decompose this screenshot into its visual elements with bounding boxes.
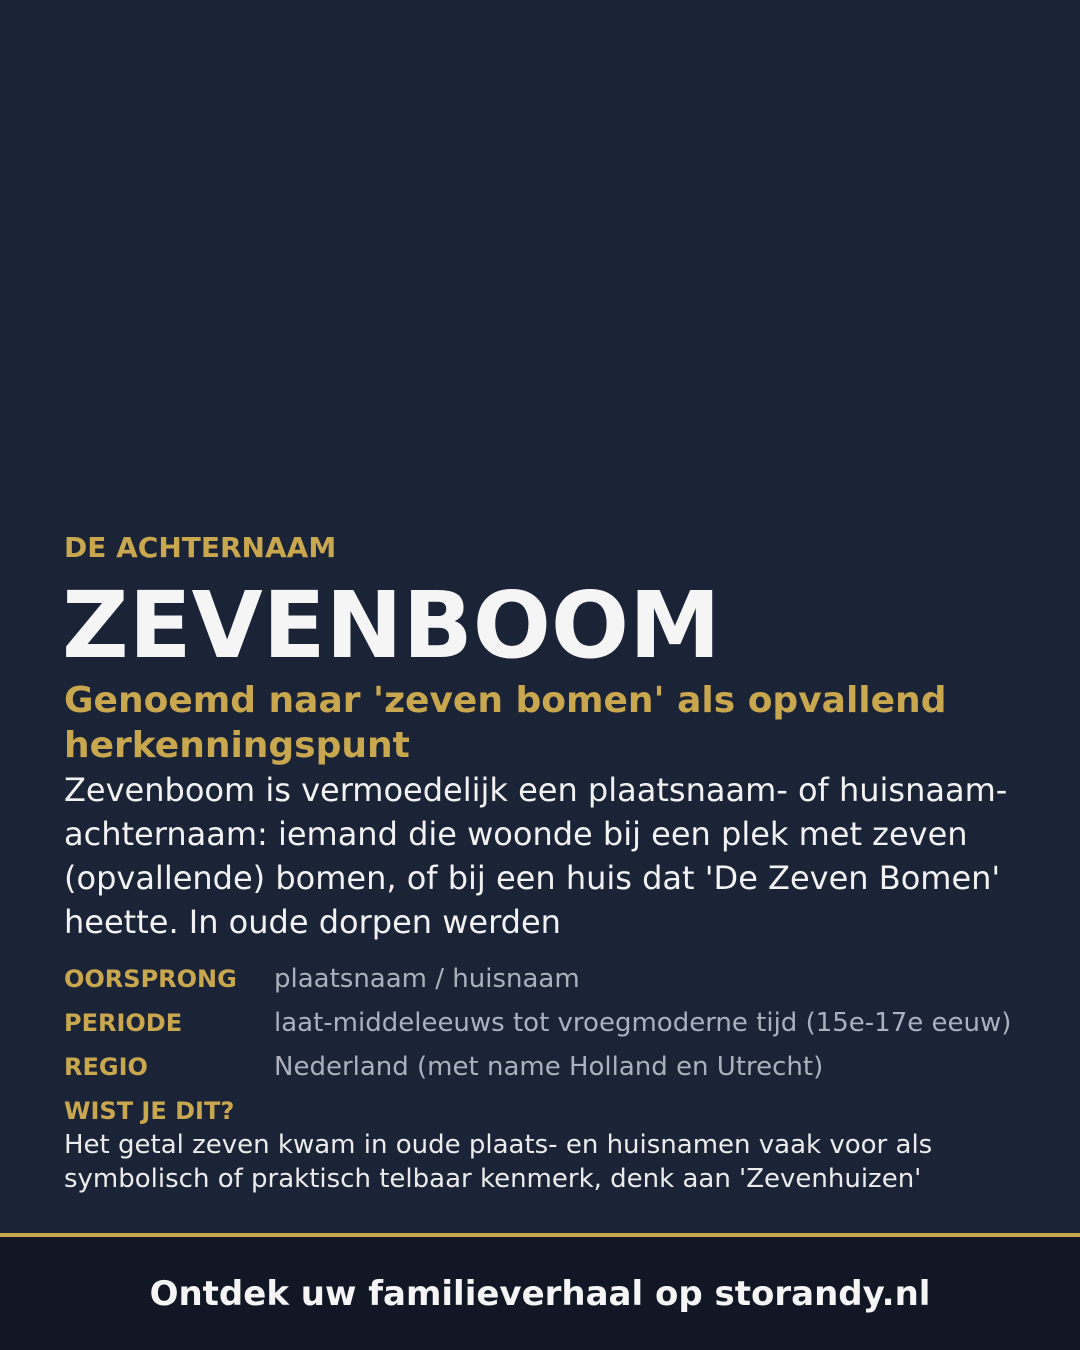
surname-tagline: Genoemd naar 'zeven bomen' als opvallend herkenningspunt xyxy=(64,680,947,766)
fact-row-origin xyxy=(64,964,1024,994)
eyebrow-label: DE ACHTERNAAM xyxy=(64,531,337,564)
surname-card xyxy=(64,530,1024,1196)
fact-label: OORSPRONG xyxy=(64,965,237,993)
fact-value: Nederland (met name Holland en Utrecht) xyxy=(274,1052,824,1082)
did-you-know-title: WIST JE DIT? xyxy=(64,1097,235,1125)
fact-label: REGIO xyxy=(64,1053,148,1081)
footer-cta[interactable]: Ontdek uw familieverhaal op storandy.nl xyxy=(149,1273,931,1314)
footer-banner xyxy=(0,1233,1080,1350)
facts-list xyxy=(64,964,1024,1082)
fact-value: plaatsnaam / huisnaam xyxy=(274,964,580,994)
surname-description: Zevenboom is vermoedelijk een plaatsnaam- of huisnaam-achternaam: iemand die woonde bij een plek met zeven (opvallende) bomen, of bij een huis dat 'De Zeven Bomen' heette. In oude dorpen werden xyxy=(64,771,1008,941)
surname-title: ZEVENBOOM xyxy=(62,572,721,679)
fact-label: PERIODE xyxy=(64,1009,183,1037)
fact-value: laat-middeleeuws tot vroegmoderne tijd (15e-17e eeuw) xyxy=(274,1008,1012,1038)
fact-row-period xyxy=(64,1008,1024,1038)
did-you-know-text: Het getal zeven kwam in oude plaats- en huisnamen vaak voor als symbolisch of praktisch telbaar kenmerk, denk aan 'Zevenhuizen' xyxy=(64,1130,933,1194)
fact-row-region xyxy=(64,1052,1024,1082)
